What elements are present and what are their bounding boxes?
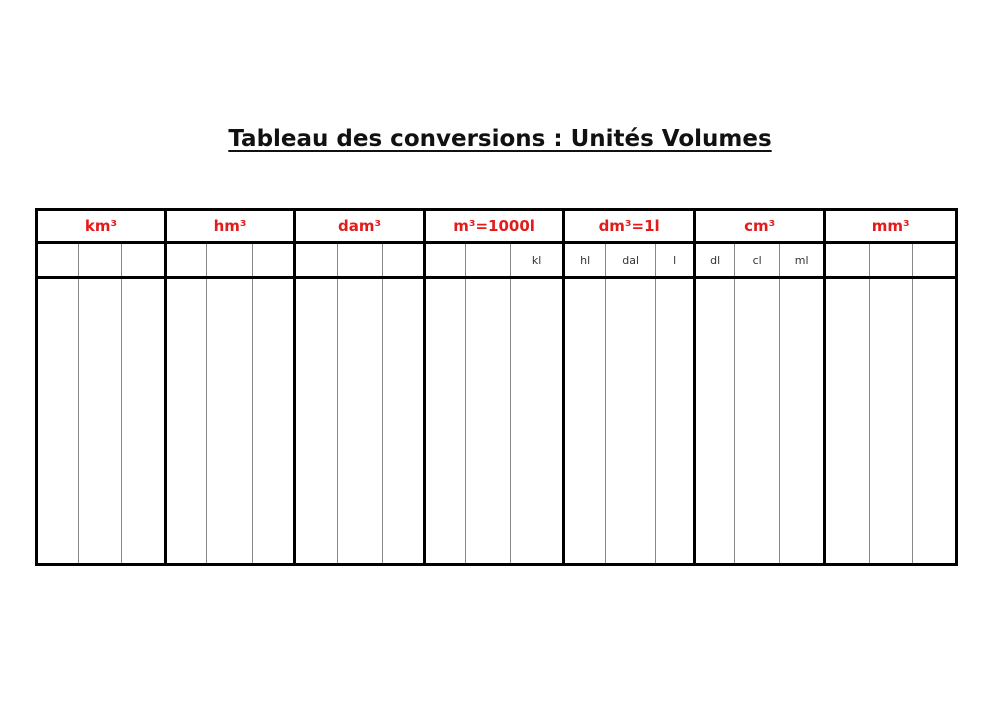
sub-unit-dl: dl <box>695 243 735 278</box>
entry-cell <box>564 278 606 565</box>
entry-cell <box>466 278 511 565</box>
entry-cell <box>656 278 695 565</box>
unit-header-mm3: mm³ <box>825 210 957 243</box>
entry-cell <box>338 278 383 565</box>
unit-header-m3: m³=1000l <box>425 210 564 243</box>
entry-cell <box>511 278 564 565</box>
sub-unit-cell <box>79 243 122 278</box>
sub-unit-cell <box>825 243 870 278</box>
entry-cell <box>207 278 253 565</box>
entry-cell <box>295 278 338 565</box>
sub-unit-hl: hl <box>564 243 606 278</box>
sub-unit-cell <box>466 243 511 278</box>
entry-cell <box>780 278 825 565</box>
entry-cell <box>122 278 166 565</box>
unit-header-dam3: dam³ <box>295 210 425 243</box>
entry-cell <box>166 278 207 565</box>
sub-unit-dal: dal <box>606 243 656 278</box>
sub-unit-cell <box>253 243 295 278</box>
entry-cell <box>825 278 870 565</box>
sub-unit-cell <box>122 243 166 278</box>
sub-unit-ml: ml <box>780 243 825 278</box>
entry-cell <box>695 278 735 565</box>
entry-cell <box>383 278 425 565</box>
sub-unit-cell <box>913 243 957 278</box>
page-title: Tableau des conversions : Unités Volumes <box>228 126 772 152</box>
sub-unit-cell <box>295 243 338 278</box>
entry-cell <box>870 278 913 565</box>
sub-unit-cell <box>870 243 913 278</box>
unit-header-cm3: cm³ <box>695 210 825 243</box>
entry-cell <box>913 278 957 565</box>
sub-unit-cell <box>338 243 383 278</box>
entry-cell <box>253 278 295 565</box>
unit-header-row <box>37 210 957 243</box>
entry-row <box>37 278 957 565</box>
sub-unit-cell <box>37 243 79 278</box>
entry-cell <box>735 278 780 565</box>
entry-cell <box>606 278 656 565</box>
entry-cell <box>425 278 466 565</box>
entry-cell <box>79 278 122 565</box>
entry-cell <box>37 278 79 565</box>
sub-unit-cell <box>207 243 253 278</box>
sub-unit-row <box>37 243 957 278</box>
sub-unit-cl: cl <box>735 243 780 278</box>
unit-header-hm3: hm³ <box>166 210 295 243</box>
conversion-table <box>35 208 958 566</box>
sub-unit-cell <box>383 243 425 278</box>
sub-unit-l: l <box>656 243 695 278</box>
sub-unit-cell <box>425 243 466 278</box>
sub-unit-cell <box>166 243 207 278</box>
sub-unit-kl: kl <box>511 243 564 278</box>
unit-header-dm3: dm³=1l <box>564 210 695 243</box>
unit-header-km3: km³ <box>37 210 166 243</box>
